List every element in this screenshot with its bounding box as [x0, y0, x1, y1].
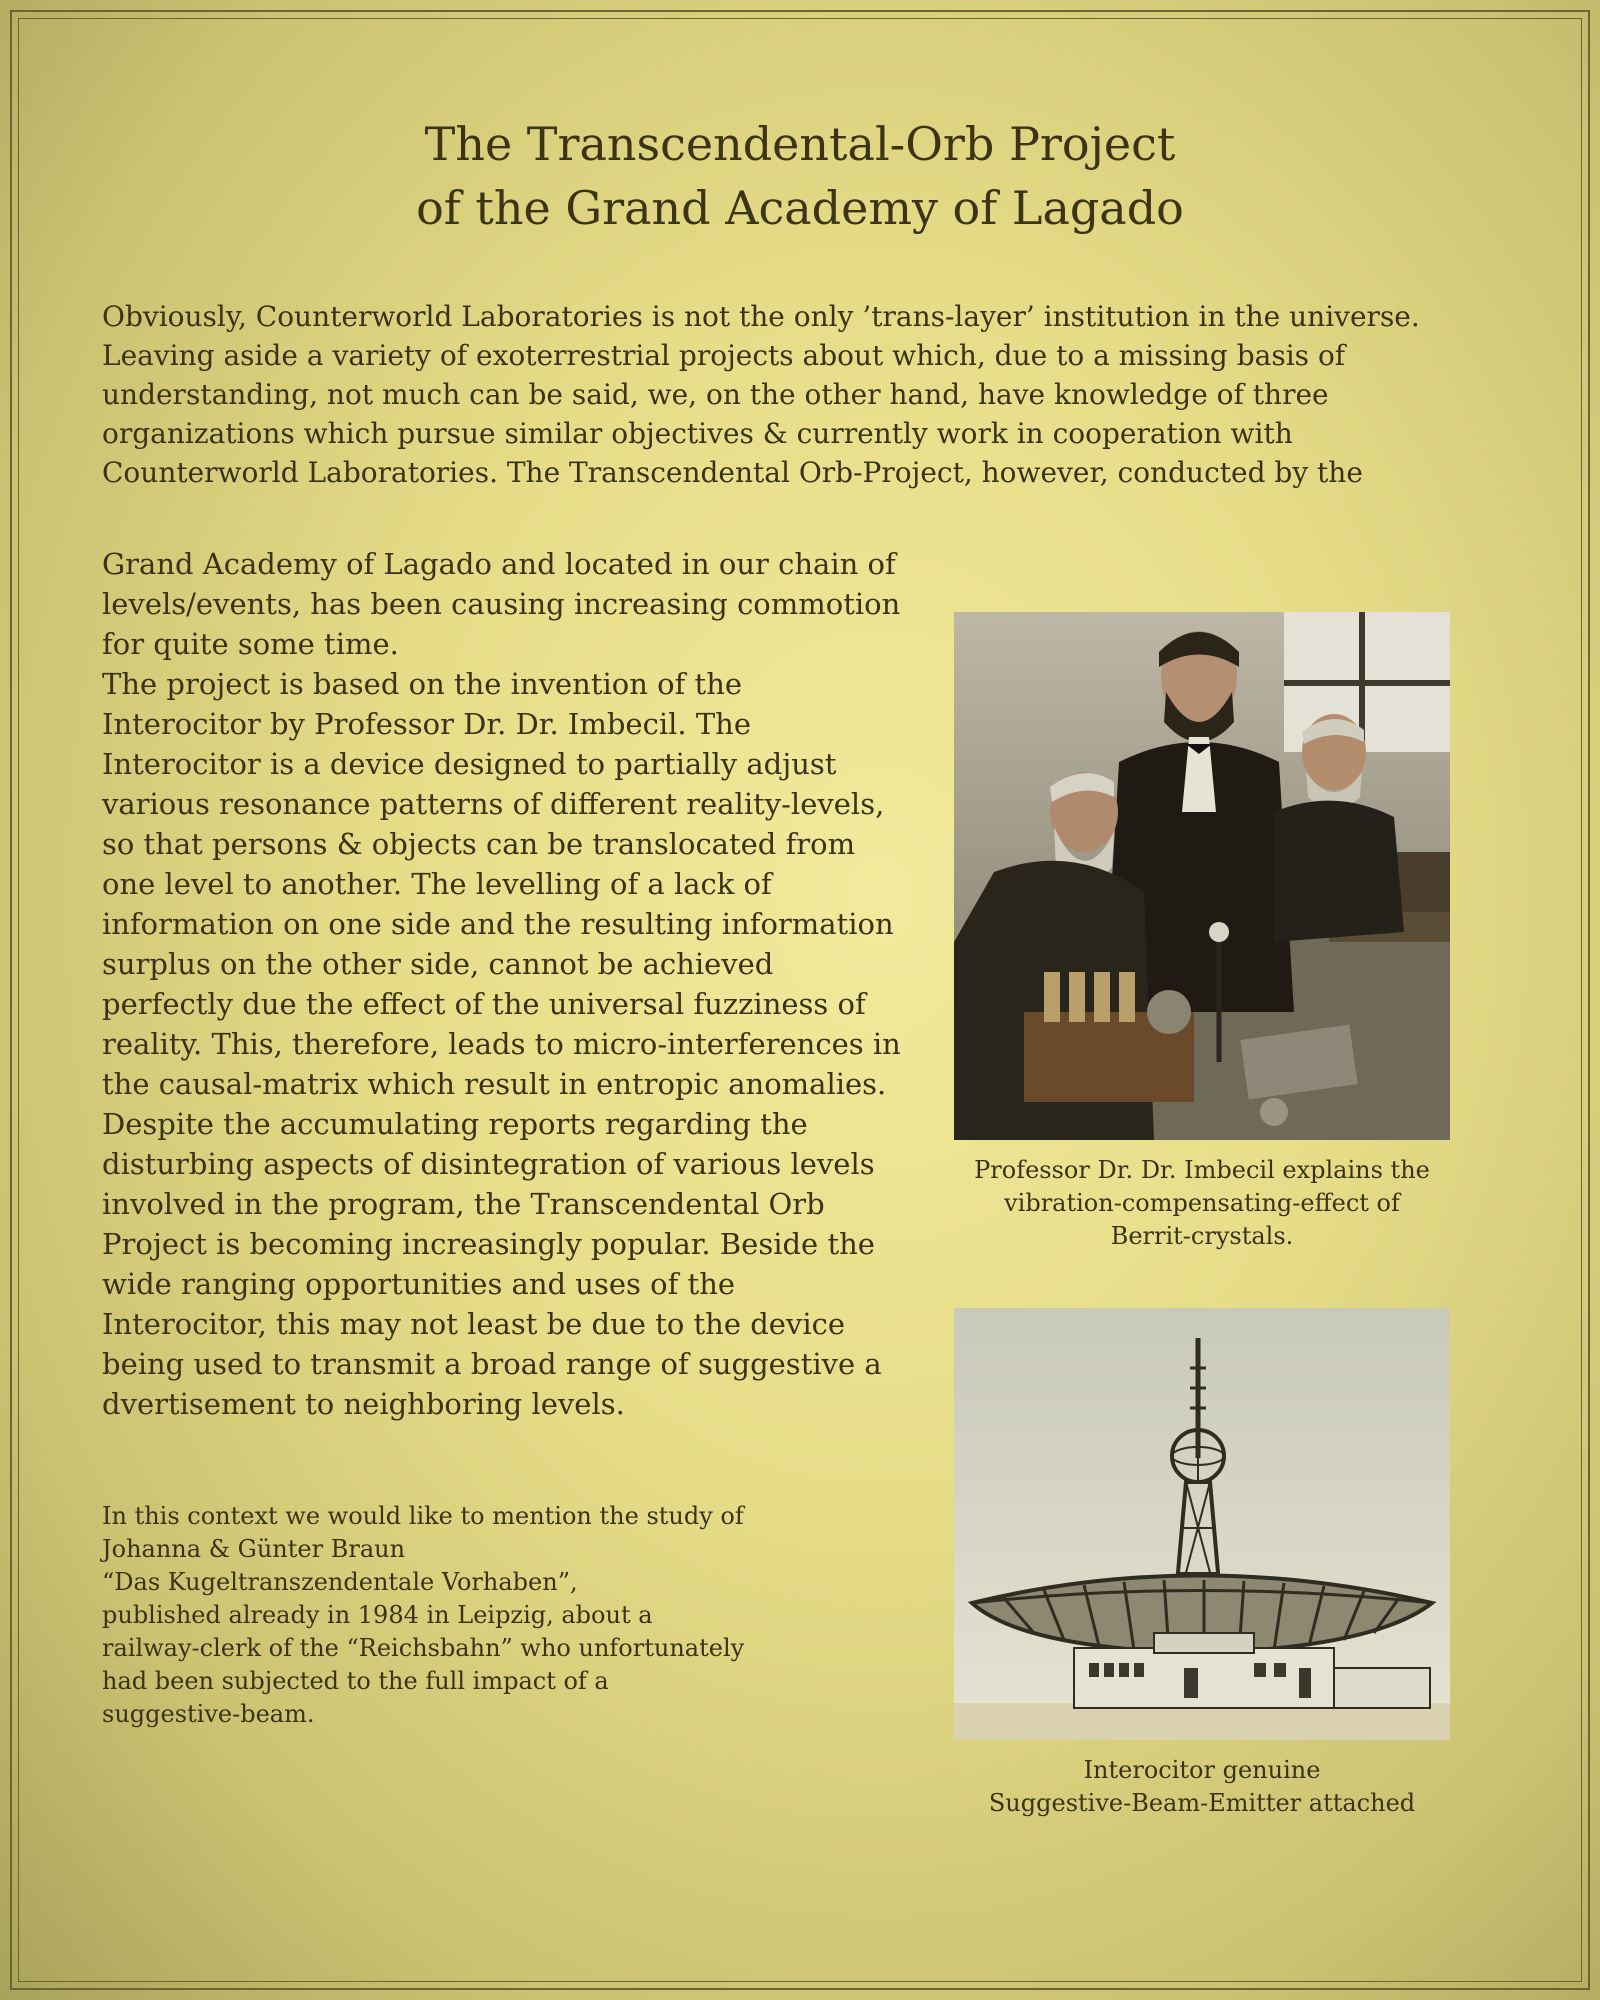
intro-paragraph-1: Obviously, Counterworld Laboratories is not the only ’trans-layer’ institution in the universe.: [102, 300, 1420, 333]
note-line-4: published already in 1984 in Leipzig, about a: [102, 1601, 653, 1629]
caption-line-2: Suggestive-Beam-Emitter attached: [988, 1789, 1416, 1817]
figure-interocitor-caption: [954, 1754, 1450, 1820]
professors-illustration: [954, 612, 1450, 1140]
title-line-2: of the Grand Academy of Lagado: [416, 181, 1184, 235]
note-line-3: “Das Kugeltranszendentale Vorhaben”,: [102, 1568, 578, 1596]
note-line-2: Johanna & Günter Braun: [102, 1535, 406, 1563]
page-title: [0, 112, 1600, 240]
column-paragraph-1: Grand Academy of Lagado and located in our chain of levels/events, has been causing increasing commotion for quite some time.: [102, 547, 901, 661]
reference-note: [102, 1500, 822, 1731]
note-line-1: In this context we would like to mention the study of: [102, 1502, 744, 1530]
caption-line-1: Professor Dr. Dr. Imbecil explains the: [974, 1156, 1430, 1184]
note-line-5: railway-clerk of the “Reichsbahn” who unfortunately: [102, 1634, 745, 1662]
interocitor-illustration: [954, 1308, 1450, 1740]
caption-line-3: Berrit-crystals.: [1110, 1222, 1294, 1250]
figure-interocitor: [954, 1308, 1450, 1820]
intro-paragraph-2: Leaving aside a variety of exoterrestrial projects about which, due to a missing basis of understanding, not much can be said, we, on the other hand, have knowledge of three organizations which pursue similar objectives & currently work in cooperation with Counterworld Laboratories. The Transcendental Orb-Project, however, conducted by the: [102, 339, 1363, 489]
intro-text: [102, 297, 1432, 492]
figure-professors-caption: [954, 1154, 1450, 1253]
caption-line-1: Interocitor genuine: [1083, 1756, 1321, 1784]
main-column-text: [102, 544, 902, 1424]
column-paragraph-2: The project is based on the invention of the Interocitor by Professor Dr. Dr. Imbecil. The Interocitor is a device designed to partially adjust various resonance patterns of different reality-levels, so that persons & objects can be translocated from one level to another. The levelling of a lack of information on one side and the resulting information surplus on the other side, cannot be achieved perfectly due the effect of the universal fuzziness of reality. This, therefore, leads to micro-interferences in the causal-matrix which result in entropic anomalies. Despite the accumulating reports regarding the disturbing aspects of disintegration of various levels involved in the program, the Transcendental Orb Project is becoming increasingly popular. Beside the wide ranging opportunities and uses of the Interocitor, this may not least be due to the device being used to transmit a broad range of suggestive a dvertisement to neighboring levels.: [102, 667, 901, 1421]
note-line-6: had been subjected to the full impact of a: [102, 1667, 609, 1695]
note-line-7: suggestive-beam.: [102, 1700, 315, 1728]
figure-professors: [954, 612, 1450, 1253]
caption-line-2: vibration-compensating-effect of: [1004, 1189, 1400, 1217]
title-line-1: The Transcendental-Orb Project: [424, 117, 1176, 171]
